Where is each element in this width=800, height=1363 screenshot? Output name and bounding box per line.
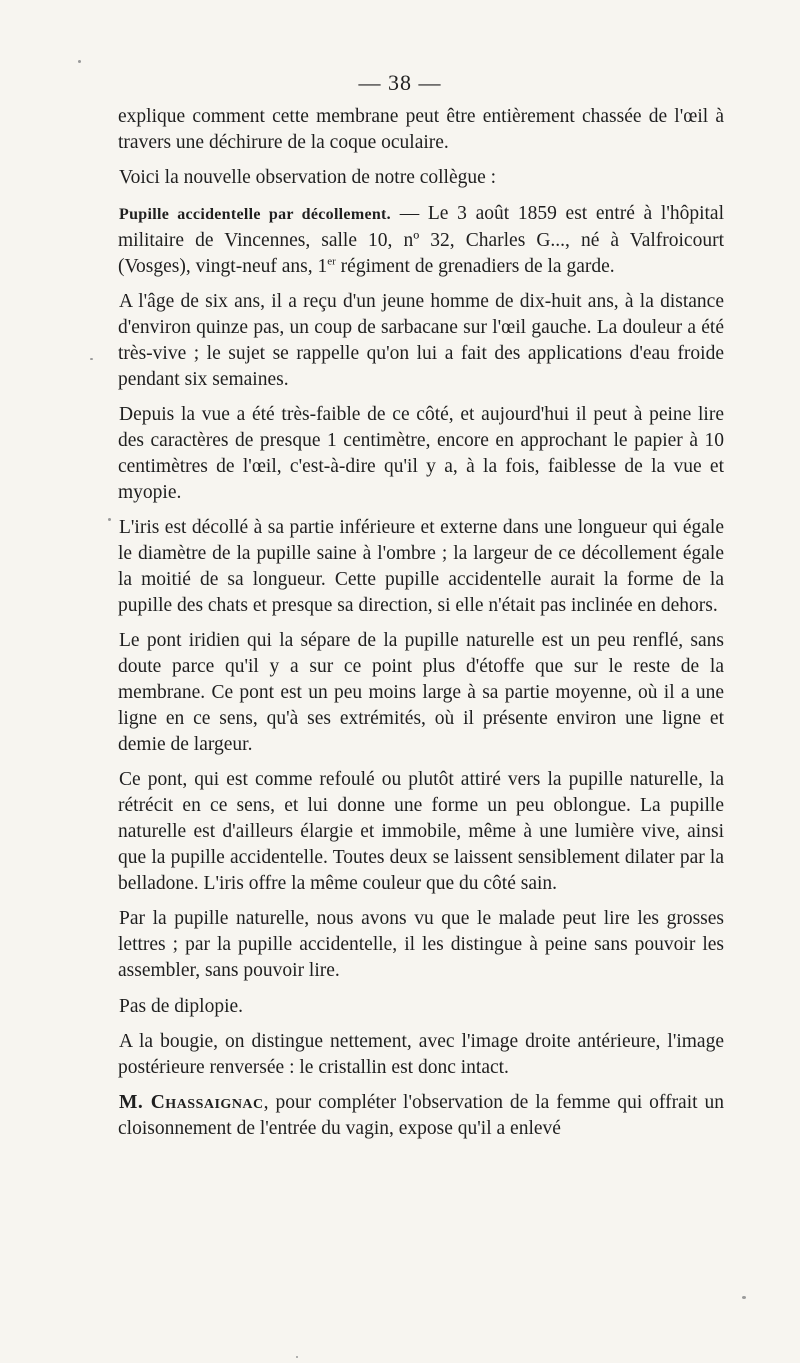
observation-title: Pupille accidentelle par décollement. bbox=[119, 205, 391, 223]
paper-speck bbox=[78, 60, 81, 63]
paragraph-3 bbox=[118, 201, 724, 280]
paragraph-6: L'iris est décollé à sa partie inférieure et externe dans une longueur qui égale le diamètre de la pupille saine à l'ombre ; la largeur de ce décollement égale la moitié de sa longueur. Cette pupille accidentelle aurait la forme de la pupille des chats et presque sa direction, si elle n'était pas inclinée en dehors. bbox=[118, 517, 724, 616]
paragraph-5: Depuis la vue a été très-faible de ce côté, et aujourd'hui il peut à peine lire des caractères de presque 1 centimètre, encore en approchant le papier à 10 centimètres de l'œil, c'est-à-dire qu'il y a, à la fois, faiblesse de la vue et myopie. bbox=[118, 404, 724, 503]
paragraph-4: A l'âge de six ans, il a reçu d'un jeune homme de dix-huit ans, à la distance d'environ quinze pas, un coup de sarbacane sur l'œil gauche. La douleur a été très-vive ; le sujet se rappelle qu'on lui a fait des applications d'eau froide pendant six semaines. bbox=[118, 290, 724, 390]
paragraph-12 bbox=[118, 1090, 724, 1142]
paragraph-1: explique comment cette membrane peut être entièrement chassée de l'œil à travers une déchirure de la coque oculaire. bbox=[118, 106, 724, 153]
paragraph-3-text-a: — Le 3 août 1859 est entré à l'hôpital militaire de Vincennes, salle 10, nº 32, Charles G..., né à Valfroicourt (Vosges), vingt-neuf ans, 1 bbox=[118, 202, 724, 277]
paragraph-3-text-b: régiment de grenadiers de la garde. bbox=[335, 255, 615, 277]
ordinal-superscript: er bbox=[327, 255, 336, 268]
paragraph-10: Pas de diplopie. bbox=[119, 995, 244, 1017]
paragraph-9: Par la pupille naturelle, nous avons vu que le malade peut lire les grosses lettres ; par la pupille accidentelle, il les distingue à peine sans pouvoir les assembler, sans pouvoir lire. bbox=[118, 908, 724, 982]
paper-speck bbox=[296, 1356, 298, 1358]
paragraph-7: Le pont iridien qui la sépare de la pupille naturelle est un peu renflé, sans doute parce qu'il y a sur ce point plus d'étoffe que sur le reste de la membrane. Ce pont est un peu moins large à sa partie moyenne, où il a une ligne en ce sens, qu'à ses extrémités, où il présente environ une ligne et demie de largeur. bbox=[118, 630, 724, 755]
speaker-name: M. Chassaignac bbox=[119, 1092, 264, 1114]
paper-speck bbox=[90, 358, 93, 360]
paragraph-12-text: , pour compléter l'observation de la femme qui offrait un cloisonnement de l'entrée du vagin, expose qu'il a enlevé bbox=[118, 1092, 724, 1140]
paragraph-8: Ce pont, qui est comme refoulé ou plutôt attiré vers la pupille naturelle, la rétrécit en ce sens, et lui donne une forme un peu oblongue. La pupille naturelle est d'ailleurs élargie et immobile, même à une lumière vive, ainsi que la pupille accidentelle. Toutes deux se laissent sensiblement dilater par la belladone. L'iris offre la même couleur que du côté sain. bbox=[118, 769, 724, 894]
paragraph-2: Voici la nouvelle observation de notre collègue : bbox=[119, 167, 497, 189]
paper-speck bbox=[108, 518, 111, 521]
body-text bbox=[118, 104, 724, 1142]
paper-speck bbox=[742, 1296, 746, 1299]
page-number: — 38 — bbox=[358, 70, 442, 95]
paragraph-11: A la bougie, on distingue nettement, avec l'image droite antérieure, l'image postérieure renversée : le cristallin est donc intact. bbox=[118, 1031, 724, 1078]
